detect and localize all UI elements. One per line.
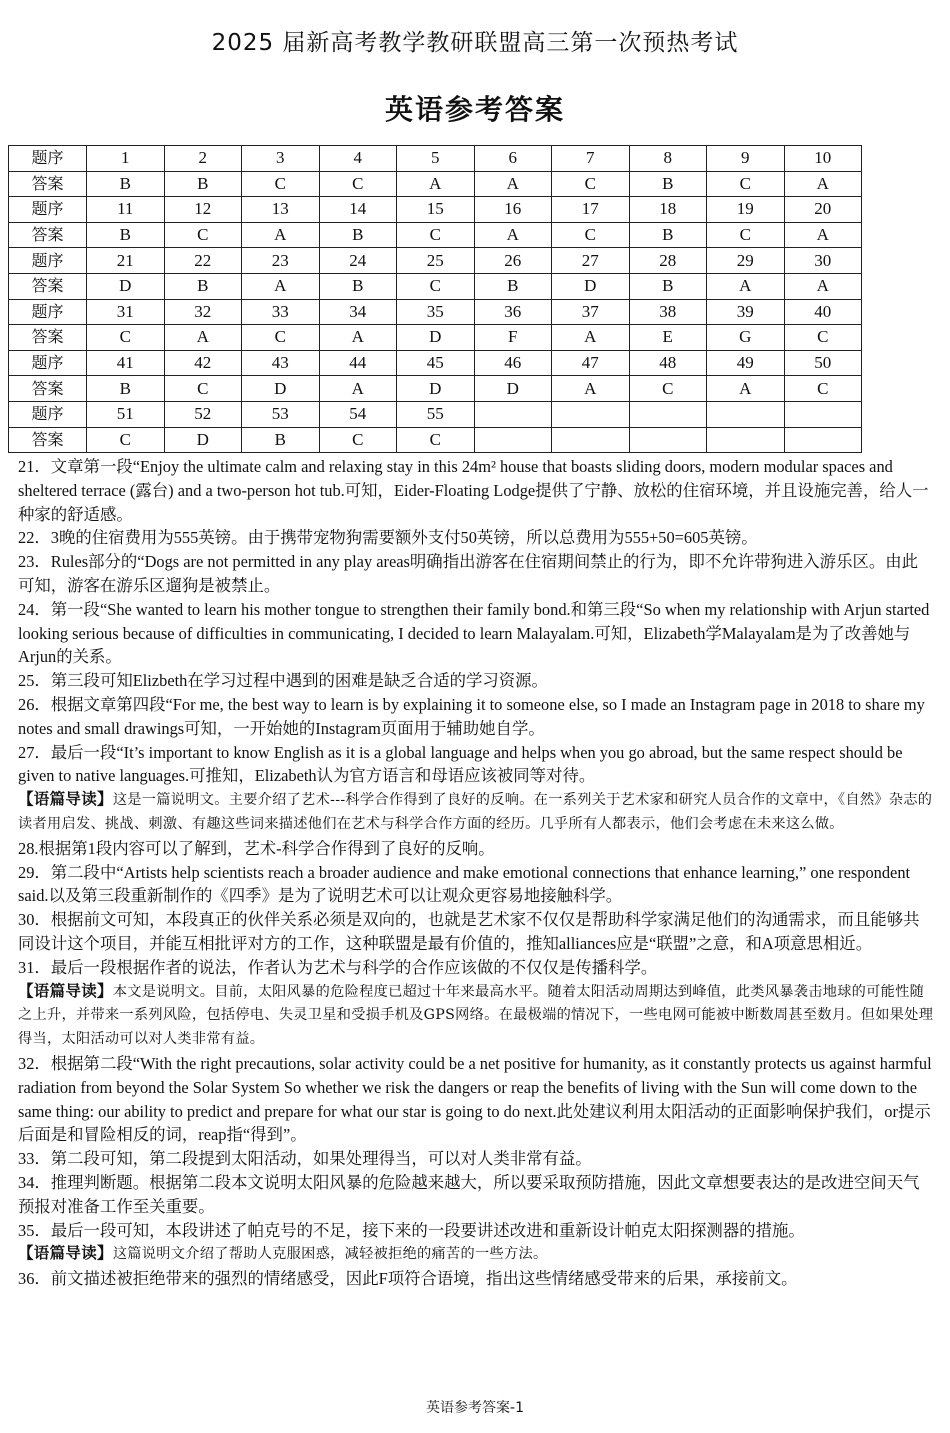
answer-cell: C [784, 376, 862, 402]
answer-cell: B [629, 273, 707, 299]
question-number-cell: 48 [629, 350, 707, 376]
row-label: 答案 [9, 325, 87, 351]
answer-explanation: 30．根据前文可知，本段真正的伙伴关系必须是双向的，也就是艺术家不仅仅是帮助科学家满足他们的沟通需求，而且能够共同设计这个项目，并能互相批评对方的工作，这种联盟是最有价值的，推知alliances应是“联盟”之意，和A项意思相近。 [18, 910, 920, 953]
answer-cell: A [552, 325, 630, 351]
passage-intro-text: 这是一篇说明文。主要介绍了艺术---科学合作得到了良好的反响。在一系列关于艺术家和研究人员合作的文章中，《自然》杂志的读者用启发、挑战、刺激、有趣这些词来描述他们在艺术与科学合作方面的经历。几乎所有人都表示，他们会考虑在未来这么做。 [18, 792, 933, 832]
question-number-cell: 29 [707, 248, 785, 274]
question-number-cell: 7 [552, 146, 630, 172]
passage-intro-text: 本文是说明文。目前，太阳风暴的危险程度已超过十年来最高水平。随着太阳活动周期达到峰值，此类风暴袭击地球的可能性随之上升，并带来一系列风险，包括停电、失灵卫星和受损手机及GPS网络。在最极端的情况下，一些电网可能被中断数周甚至数月。但如果处理得当，太阳活动可以对人类非常有益。 [18, 983, 934, 1048]
answer-explanation: 36．前文描述被拒绝带来的强烈的情绪感受，因此F项符合语境，指出这些情绪感受带来的后果，承接前文。 [18, 1269, 798, 1289]
question-number-cell [707, 401, 785, 427]
answer-cell: C [164, 222, 242, 248]
question-number-cell: 21 [87, 248, 165, 274]
question-number-cell: 41 [87, 350, 165, 376]
question-number-cell: 52 [164, 401, 242, 427]
answer-cell: A [474, 171, 552, 197]
answer-cell: B [164, 273, 242, 299]
answer-explanation: 27．最后一段“It’s important to know English as it is a global language and helps when you go abroad, but the same respect should be given to native languages.可推知，Elizabeth认为官方语言和母语应该被同等对待。 [18, 742, 903, 786]
answer-cell: B [319, 273, 397, 299]
answer-cell: D [474, 376, 552, 402]
answer-cell: D [164, 427, 242, 453]
passage-intro [18, 980, 934, 1052]
answer-cell: A [784, 273, 862, 299]
question-number-cell: 55 [397, 401, 475, 427]
answer-cell: C [707, 171, 785, 197]
question-number-cell: 13 [242, 197, 320, 223]
answer-cell [474, 427, 552, 453]
answer-explanation: 35．最后一段可知，本段讲述了帕克号的不足，接下来的一段要讲述改进和重新设计帕克太阳探测器的措施。 [18, 1220, 805, 1240]
passage-intro [18, 788, 934, 837]
answer-explanation: 22．3晚的住宿费用为555英镑。由于携带宠物狗需要额外支付50英镑，所以总费用为555+50=605英镑。 [18, 528, 758, 548]
answer-cell: C [164, 376, 242, 402]
answer-cell: B [629, 171, 707, 197]
question-number-row [9, 197, 862, 223]
answer-cell: D [242, 376, 320, 402]
question-number-cell [784, 401, 862, 427]
question-number-cell: 43 [242, 350, 320, 376]
passage-intro-tag: 【语篇导读】 [18, 981, 113, 1000]
question-number-row [9, 299, 862, 325]
answer-cell: A [552, 376, 630, 402]
question-number-cell [474, 401, 552, 427]
answer-cell: A [474, 222, 552, 248]
row-label: 答案 [9, 273, 87, 299]
answer-cell [629, 427, 707, 453]
answer-cell: C [552, 222, 630, 248]
question-number-cell: 32 [164, 299, 242, 325]
question-number-cell: 18 [629, 197, 707, 223]
question-number-cell: 5 [397, 146, 475, 172]
exam-title: 2025 届新高考教学教研联盟高三第一次预热考试 [211, 30, 739, 56]
question-number-cell: 33 [242, 299, 320, 325]
answer-cell: C [242, 325, 320, 351]
answer-explanation: 23．Rules部分的“Dogs are not permitted in any play areas明确指出游客在住宿期间禁止的行为，即不允许带狗进入游乐区。由此可知，游客在游乐区遛狗是被禁止。 [18, 552, 919, 595]
question-number-cell: 16 [474, 197, 552, 223]
question-number-cell: 39 [707, 299, 785, 325]
answer-cell: A [242, 273, 320, 299]
question-number-cell: 17 [552, 197, 630, 223]
question-number-cell: 31 [87, 299, 165, 325]
question-number-cell: 24 [319, 248, 397, 274]
answer-cell: F [474, 325, 552, 351]
question-number-cell: 35 [397, 299, 475, 325]
passage-intro-tag: 【语篇导读】 [18, 1244, 113, 1263]
question-number-cell: 8 [629, 146, 707, 172]
row-label: 题序 [9, 146, 87, 172]
answer-row [9, 325, 862, 351]
answer-cell [707, 427, 785, 453]
question-number-cell: 28 [629, 248, 707, 274]
row-label: 题序 [9, 350, 87, 376]
answer-cell: A [397, 171, 475, 197]
answer-key-table [8, 145, 862, 453]
question-number-cell: 19 [707, 197, 785, 223]
answer-row [9, 273, 862, 299]
question-number-cell: 1 [87, 146, 165, 172]
document-title: 英语参考答案 [384, 93, 565, 126]
answer-row [9, 427, 862, 453]
answer-cell: B [87, 171, 165, 197]
question-number-cell: 30 [784, 248, 862, 274]
row-label: 答案 [9, 222, 87, 248]
explanations-section [18, 455, 934, 1291]
row-label: 答案 [9, 427, 87, 453]
question-number-cell: 34 [319, 299, 397, 325]
question-number-cell [552, 401, 630, 427]
question-number-cell: 23 [242, 248, 320, 274]
answer-explanation: 32．根据第二段“With the right precautions, solar activity could be a net positive for humanity, as it constantly protects us against harmful radiation from beyond the Solar System So whether we risk the dangers or reap the benefits of living with the Sun will come down to the same thing: our ability to predict and prepare for what our star is going to do next.此处建议利用太阳活动的正面影响保护我们，or提示后面是和冒险相反的词，reap指“得到”。 [18, 1053, 932, 1145]
answer-cell [784, 427, 862, 453]
row-label: 题序 [9, 299, 87, 325]
answer-cell: B [629, 222, 707, 248]
question-number-row [9, 401, 862, 427]
question-number-cell: 53 [242, 401, 320, 427]
answer-cell: A [707, 376, 785, 402]
question-number-cell: 36 [474, 299, 552, 325]
question-number-cell: 46 [474, 350, 552, 376]
answer-cell: B [87, 222, 165, 248]
answer-cell: A [784, 171, 862, 197]
answer-cell: C [319, 427, 397, 453]
question-number-cell: 3 [242, 146, 320, 172]
passage-intro [18, 1242, 934, 1267]
question-number-row [9, 350, 862, 376]
question-number-cell: 40 [784, 299, 862, 325]
answer-cell: A [242, 222, 320, 248]
answer-cell: A [784, 222, 862, 248]
question-number-cell: 4 [319, 146, 397, 172]
answer-cell: A [707, 273, 785, 299]
answer-cell: D [552, 273, 630, 299]
question-number-row [9, 146, 862, 172]
question-number-cell: 12 [164, 197, 242, 223]
answer-explanation: 33．第二段可知，第二段提到太阳活动，如果处理得当，可以对人类非常有益。 [18, 1149, 592, 1169]
row-label: 题序 [9, 248, 87, 274]
answer-cell: C [319, 171, 397, 197]
question-number-cell: 49 [707, 350, 785, 376]
question-number-cell: 38 [629, 299, 707, 325]
answer-cell: B [474, 273, 552, 299]
question-number-cell: 6 [474, 146, 552, 172]
answer-cell: D [87, 273, 165, 299]
passage-intro-tag: 【语篇导读】 [18, 790, 113, 809]
question-number-cell: 20 [784, 197, 862, 223]
answer-cell: A [164, 325, 242, 351]
question-number-cell: 27 [552, 248, 630, 274]
question-number-cell: 15 [397, 197, 475, 223]
row-label: 题序 [9, 197, 87, 223]
question-number-cell: 14 [319, 197, 397, 223]
answer-explanation: 29．第二段中“Artists help scientists reach a broader audience and make emotional connections that enhance learning,” one respondent said.以及第三段重新制作的《四季》是为了说明艺术可以让观众更容易地接触科学。 [18, 862, 911, 906]
answer-explanation: 26．根据文章第四段“For me, the best way to learn is by explaining it to someone else, so I made an Instagram page in 2018 to share my notes and small drawings可知，一开始她的Instagram页面用于辅助她自学。 [18, 694, 925, 738]
answer-explanation: 34．推理判断题。根据第二段本文说明太阳风暴的危险越来越大，所以要采取预防措施，因此文章想要表达的是改进空间天气预报对准备工作至关重要。 [18, 1172, 920, 1216]
answer-cell: B [87, 376, 165, 402]
answer-cell: C [397, 273, 475, 299]
answer-cell: D [397, 325, 475, 351]
question-number-cell: 2 [164, 146, 242, 172]
answer-cell: C [629, 376, 707, 402]
question-number-cell: 9 [707, 146, 785, 172]
answer-cell: B [242, 427, 320, 453]
answer-cell [552, 427, 630, 453]
question-number-cell: 22 [164, 248, 242, 274]
question-number-cell: 45 [397, 350, 475, 376]
question-number-row [9, 248, 862, 274]
answer-cell: A [319, 325, 397, 351]
answer-explanation: 28.根据第1段内容可以了解到，艺术-科学合作得到了良好的反响。 [18, 838, 495, 858]
answer-explanation: 24．第一段“She wanted to learn his mother tongue to strengthen their family bond.和第三段“So when my relationship with Arjun started looking serious because of difficulties in communicating, I decided to learn Malayalam.可知，Elizabeth学Malayalam是为了改善她与Arjun的关系。 [18, 599, 930, 667]
answer-cell: D [397, 376, 475, 402]
question-number-cell: 37 [552, 299, 630, 325]
answer-cell: B [319, 222, 397, 248]
question-number-cell: 42 [164, 350, 242, 376]
answer-row [9, 222, 862, 248]
page-footer: 英语参考答案-1 [426, 1400, 524, 1416]
question-number-cell: 54 [319, 401, 397, 427]
row-label: 题序 [9, 401, 87, 427]
answer-row [9, 171, 862, 197]
passage-intro-text: 这篇说明文介绍了帮助人克服困惑，减轻被拒绝的痛苦的一些方法。 [112, 1246, 548, 1263]
answer-cell: C [397, 222, 475, 248]
answer-cell: A [319, 376, 397, 402]
question-number-cell: 10 [784, 146, 862, 172]
answer-cell: C [397, 427, 475, 453]
question-number-cell: 26 [474, 248, 552, 274]
row-label: 答案 [9, 171, 87, 197]
question-number-cell [629, 401, 707, 427]
question-number-cell: 25 [397, 248, 475, 274]
answer-cell: C [242, 171, 320, 197]
answer-cell: C [87, 325, 165, 351]
question-number-cell: 44 [319, 350, 397, 376]
answer-row [9, 376, 862, 402]
answer-cell: C [552, 171, 630, 197]
answer-cell: C [87, 427, 165, 453]
answer-cell: C [784, 325, 862, 351]
answer-explanation: 25．第三段可知Elizbeth在学习过程中遇到的困难是缺乏合适的学习资源。 [18, 671, 548, 691]
answer-explanation: 21．文章第一段“Enjoy the ultimate calm and relaxing stay in this 24m² house that boasts sliding doors, modern modular spaces and sheltered terrace (露台) and a two-person hot tub.可知，Eider-Floating Lodge提供了宁静、放松的住宿环境，并且设施完善，给人一种家的舒适感。 [18, 457, 929, 524]
answer-explanation: 31．最后一段根据作者的说法，作者认为艺术与科学的合作应该做的不仅仅是传播科学。 [18, 957, 658, 977]
answer-cell: G [707, 325, 785, 351]
question-number-cell: 11 [87, 197, 165, 223]
question-number-cell: 51 [87, 401, 165, 427]
answer-cell: B [164, 171, 242, 197]
answer-cell: C [707, 222, 785, 248]
question-number-cell: 50 [784, 350, 862, 376]
row-label: 答案 [9, 376, 87, 402]
answer-cell: E [629, 325, 707, 351]
question-number-cell: 47 [552, 350, 630, 376]
